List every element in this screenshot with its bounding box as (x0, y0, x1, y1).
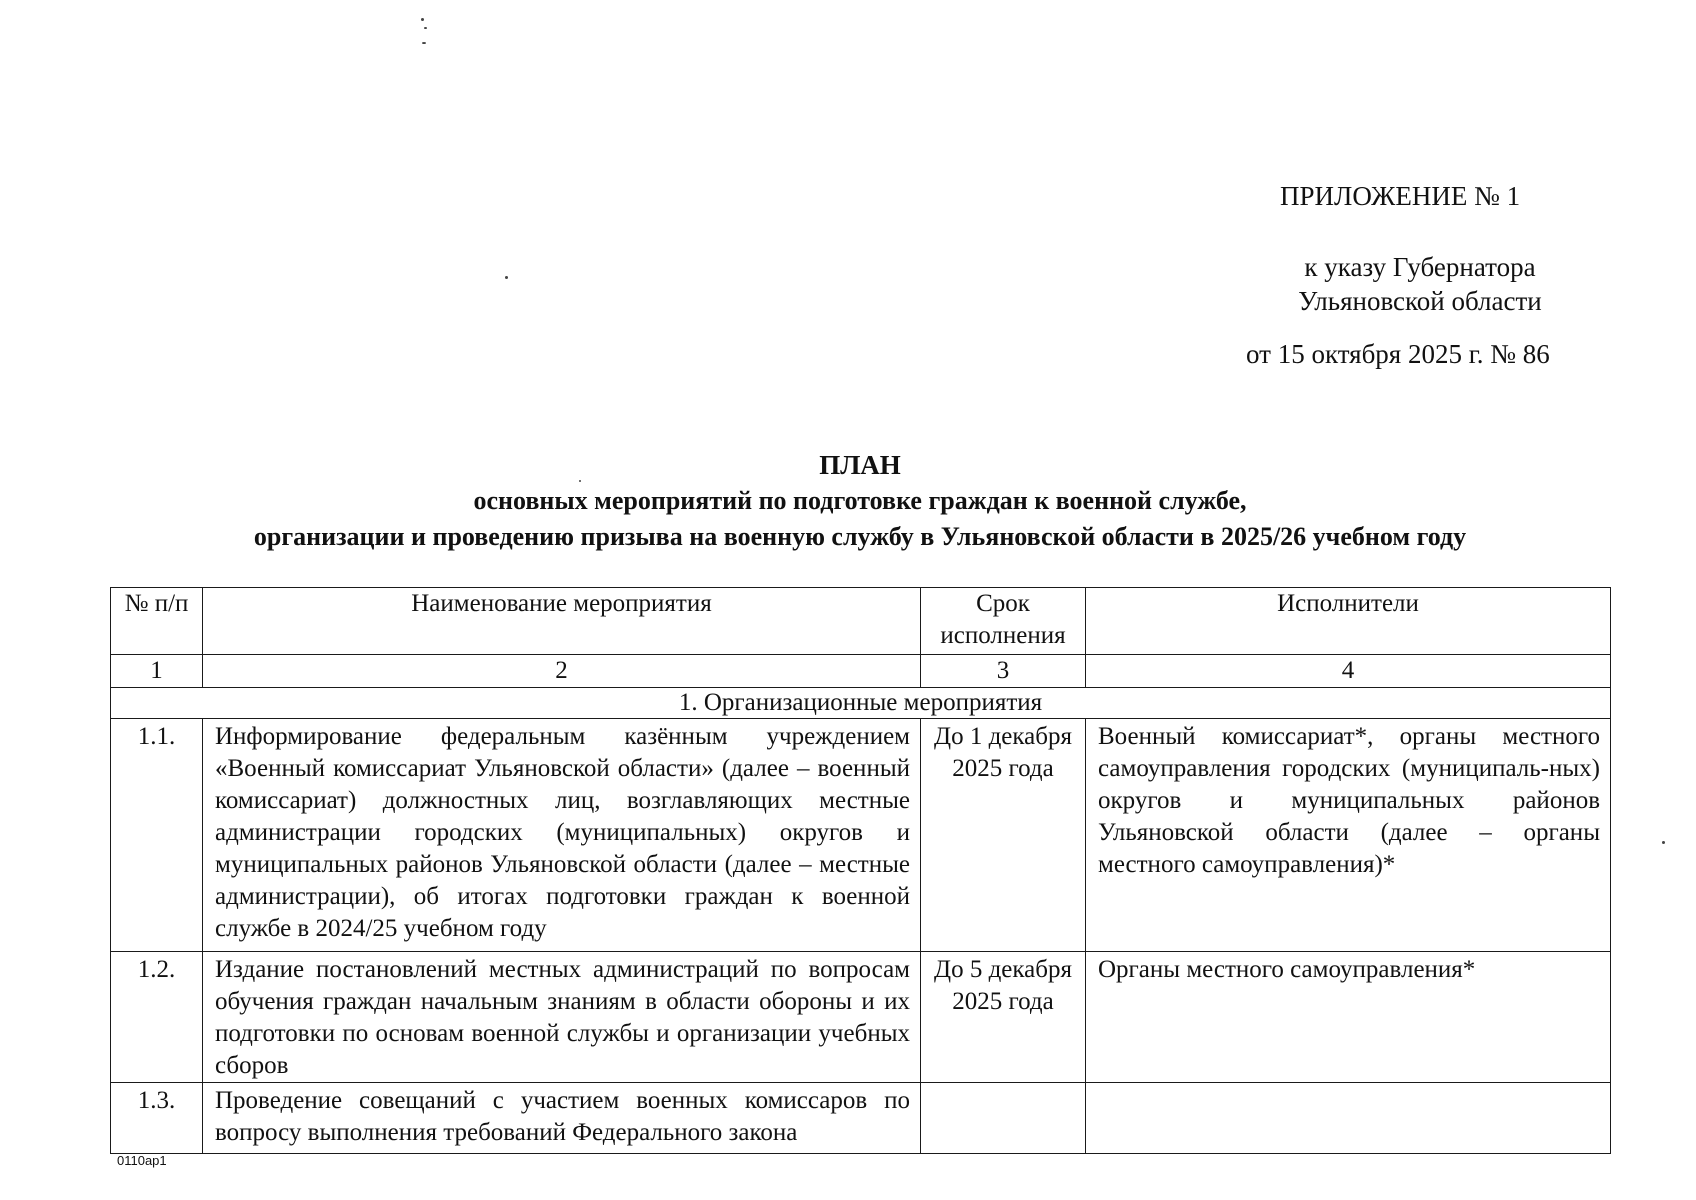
column-number: 3 (921, 655, 1086, 688)
column-number: 2 (203, 655, 921, 688)
plan-subtitle-line2: организации и проведению призыва на военную службу в Ульяновской области в 2025/26 учебном году (253, 522, 1467, 551)
section-title: 1. Организационные мероприятия (111, 688, 1611, 719)
plan-table (110, 587, 1611, 1154)
header-term: Срок исполнения (921, 588, 1086, 655)
appendix-title: ПРИЛОЖЕНИЕ № 1 (1280, 181, 1521, 211)
plan-title: ПЛАН (819, 450, 901, 480)
row-executors (1086, 1083, 1611, 1154)
row-number: 1.2. (111, 952, 203, 1083)
scan-speck (505, 276, 508, 279)
column-numbers-row (111, 655, 1611, 688)
appendix-decree: к указу Губернатора Ульяновской области (1298, 252, 1542, 316)
table-header-row (111, 588, 1611, 655)
row-executors: Органы местного самоуправления* (1086, 952, 1611, 1083)
header-name: Наименование мероприятия (203, 588, 921, 655)
header-executors: Исполнители (1086, 588, 1611, 655)
row-deadline: До 5 декабря 2025 года (921, 952, 1086, 1083)
table-row (111, 952, 1611, 1083)
row-deadline (921, 1083, 1086, 1154)
table-row (111, 719, 1611, 952)
appendix-date: от 15 октября 2025 г. № 86 (1246, 339, 1550, 369)
row-activity-name: Информирование федеральным казённым учреждением «Военный комиссариат Ульяновской области» (далее – военный комиссариат) должностных лиц, возглавляющих местные администрации городских (муниципальных) округов и муниципальных районов Ульяновской области (далее – местные администрации), об итогах подготовки граждан к военной службе в 2024/25 учебном году (203, 719, 921, 952)
scan-speck (422, 42, 426, 44)
header-num: № п/п (111, 588, 203, 655)
table-row (111, 1083, 1611, 1154)
section-row (111, 688, 1611, 719)
column-number: 1 (111, 655, 203, 688)
row-number: 1.3. (111, 1083, 203, 1154)
plan-subtitle-line1: основных мероприятий по подготовке граждан к военной службе, (473, 486, 1247, 515)
row-deadline: До 1 декабря 2025 года (921, 719, 1086, 952)
column-number: 4 (1086, 655, 1611, 688)
document-code: 0110ap1 (117, 1153, 167, 1168)
scan-speck (421, 18, 424, 21)
scan-speck (1662, 841, 1665, 844)
row-number: 1.1. (111, 719, 203, 952)
row-activity-name: Издание постановлений местных администраций по вопросам обучения граждан начальным знаниям в области обороны и их подготовки по основам военной службы и организации учебных сборов (203, 952, 921, 1083)
scan-speck (424, 27, 427, 29)
plan-heading (140, 447, 1580, 555)
row-activity-name: Проведение совещаний с участием военных комиссаров по вопросу выполнения требований Федерального закона (203, 1083, 921, 1154)
row-executors: Военный комиссариат*, органы местного самоуправления городских (муниципаль-ных) округов и муниципальных районов Ульяновской области (далее – органы местного самоуправления)* (1086, 719, 1611, 952)
